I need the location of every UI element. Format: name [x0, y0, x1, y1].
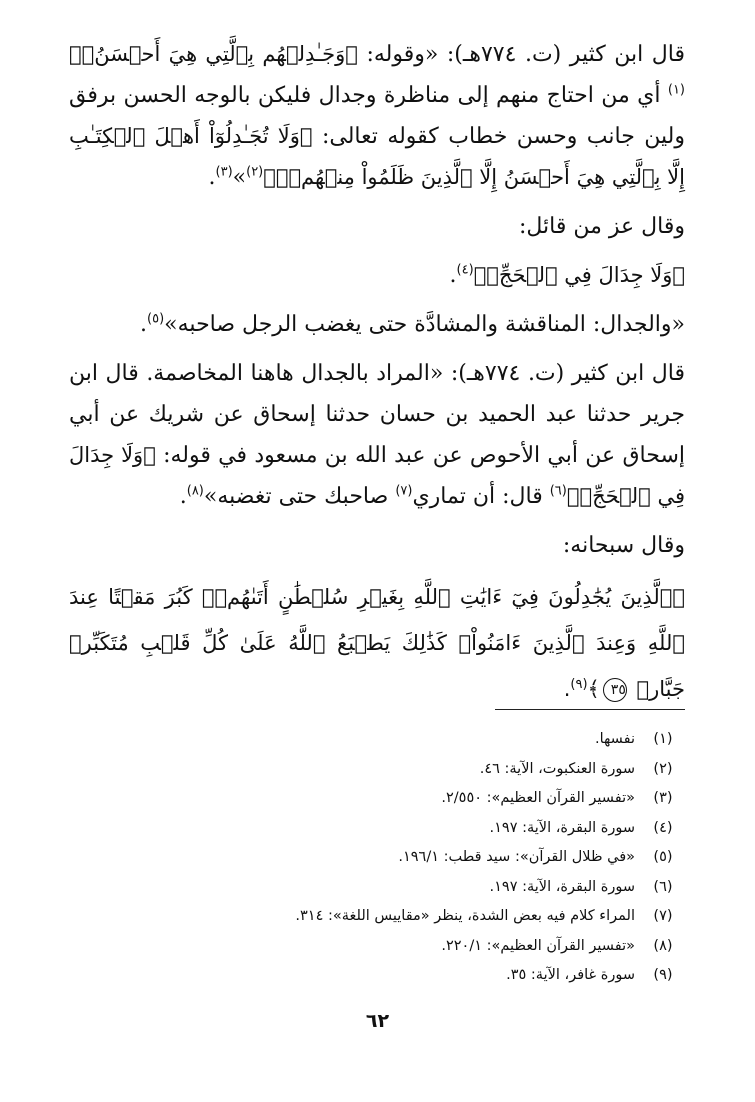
footnotes-list: [77, 725, 677, 991]
page-body: [69, 34, 685, 720]
footnote-text: سورة غافر، الآية: ٣٥.: [506, 967, 635, 983]
footnote-item: [77, 932, 677, 962]
paragraph-verse-hajj: [69, 255, 685, 296]
footnote-ref-2[interactable]: (٢): [246, 164, 264, 180]
paragraph-text: صاحبك حتى تغضبه»: [203, 484, 396, 509]
footnote-number: (١): [653, 731, 673, 747]
footnote-item: [77, 725, 677, 755]
quran-verse: ﴿وَلَا جِدَالَ فِي ٱلۡحَجِّۗ﴾: [69, 443, 685, 508]
footnote-ref-4[interactable]: (٤): [456, 262, 474, 278]
footnote-item: [77, 755, 677, 785]
footnote-text: المراء كلام فيه بعض الشدة، ينظر «مقاييس اللغة»: ٣١٤.: [295, 908, 635, 924]
page-number: ٦٢: [365, 1010, 390, 1032]
period: .: [449, 263, 457, 288]
paragraph-text: «والجدال: المناقشة والمشادَّة حتى يغضب الرجل صاحبه»: [164, 312, 685, 337]
footnote-ref-9[interactable]: (٩): [570, 677, 588, 692]
quran-verse: ﴿ٱلَّذِينَ يُجَٰدِلُونَ فِيٓ ءَايَٰتِ ٱللَّهِ بِغَيۡرِ سُلۡطَٰنٍ أَتَىٰهُمۡۖ كَبُرَ مَقۡتًا عِندَ ٱللَّهِ وَعِندَ ٱلَّذِينَ ءَامَنُواْۚ كَذَٰلِكَ يَطۡبَعُ ٱللَّهُ عَلَىٰ كُلِّ قَلۡبِ مُتَكَبِّرٖ جَبَّارٖ: [69, 585, 685, 701]
footnote-number: (٥): [653, 849, 673, 865]
footnote-ref-3[interactable]: (٣): [215, 164, 233, 180]
footnote-number: (٧): [653, 908, 673, 924]
paragraph-text: أي من احتاج منهم إلى مناظرة وجدال فليكن بالوجه الحسن برفق ولين جانب وحسن خطاب كقوله تعالى:: [69, 83, 685, 149]
footnote-item: [77, 814, 677, 844]
period: .: [563, 677, 571, 701]
period: .: [208, 165, 216, 190]
paragraph-definition: [69, 304, 685, 345]
footnote-ref-6[interactable]: (٦): [549, 483, 567, 499]
footnote-text: نفسها.: [594, 731, 635, 747]
footnote-number: (٨): [653, 937, 673, 954]
footnote-text: «تفسير القرآن العظيم»: ٢٢٠/١.: [441, 937, 635, 954]
footnote-item: [77, 873, 677, 903]
footnote-ref-5[interactable]: (٥): [147, 311, 165, 327]
footnote-item: [77, 902, 677, 932]
paragraph-text: قال ابن كثير (ت. ٧٧٤هـ): «المراد بالجدال هاهنا المخاصمة. قال ابن جرير حدثنا عبد الحميد بن حسان حدثنا إسحاق عن شريك عن أبي إسحاق عن أبي الأحوص عن عبد الله بن مسعود في قوله:: [69, 361, 685, 468]
footnote-number: (٢): [653, 760, 673, 777]
footnote-text: «تفسير القرآن العظيم»: ٢/٥٥٠.: [441, 790, 635, 806]
footnote-item: [77, 961, 677, 991]
paragraph-verse-ghafir: [69, 574, 685, 712]
footnote-number: (٩): [653, 967, 673, 983]
footnote-text: «في ظلال القرآن»: سيد قطب: ١٩٦/١.: [398, 849, 635, 865]
verse-close-bracket: ﴾: [587, 677, 600, 701]
quran-verse: ﴿وَلَا جِدَالَ فِي ٱلۡحَجِّۗ﴾: [473, 263, 685, 287]
footnote-ref-1[interactable]: (١): [667, 82, 685, 98]
footnote-item: [77, 784, 677, 814]
footnote-text: سورة البقرة، الآية: ١٩٧.: [489, 878, 635, 895]
paragraph-intro-2: وقال سبحانه:: [562, 533, 685, 558]
paragraph-ibn-kathir-1: [69, 34, 685, 198]
footnote-ref-8[interactable]: (٨): [186, 483, 204, 499]
quran-verse: ﴿وَلَا تُجَـٰدِلُوٓاْ أَهۡلَ ٱلۡكِتَـٰبِ إِلَّا بِٱلَّتِي هِيَ أَحۡسَنُ إِلَّا ٱلَّذِينَ ظَلَمُواْ مِنۡهُمۡۖ﴾: [69, 124, 685, 189]
footnote-ref-7[interactable]: (٧): [395, 483, 413, 499]
closing-quote: »: [232, 165, 247, 190]
footnote-number: (٤): [653, 819, 673, 836]
quran-verse: ﴿وَجَـٰدِلۡهُم بِٱلَّتِي هِيَ أَحۡسَنُۚ﴾: [69, 42, 358, 66]
footnote-text: سورة البقرة، الآية: ١٩٧.: [489, 819, 635, 836]
period: .: [140, 312, 148, 337]
ayah-number-marker: ٣٥: [603, 678, 627, 702]
paragraph-intro: وقال عز من قائل:: [518, 214, 685, 239]
footnote-separator: [495, 709, 685, 710]
paragraph-text: قال ابن كثير (ت. ٧٧٤هـ): «وقوله:: [357, 42, 685, 67]
period: .: [179, 484, 187, 509]
paragraph-ibn-kathir-2: [69, 353, 685, 517]
footnote-item: [77, 843, 677, 873]
footnote-number: (٣): [653, 790, 673, 806]
footnote-number: (٦): [653, 878, 673, 895]
paragraph-text: قال: أن تماري: [412, 484, 550, 509]
footnote-text: سورة العنكبوت، الآية: ٤٦.: [479, 760, 635, 777]
